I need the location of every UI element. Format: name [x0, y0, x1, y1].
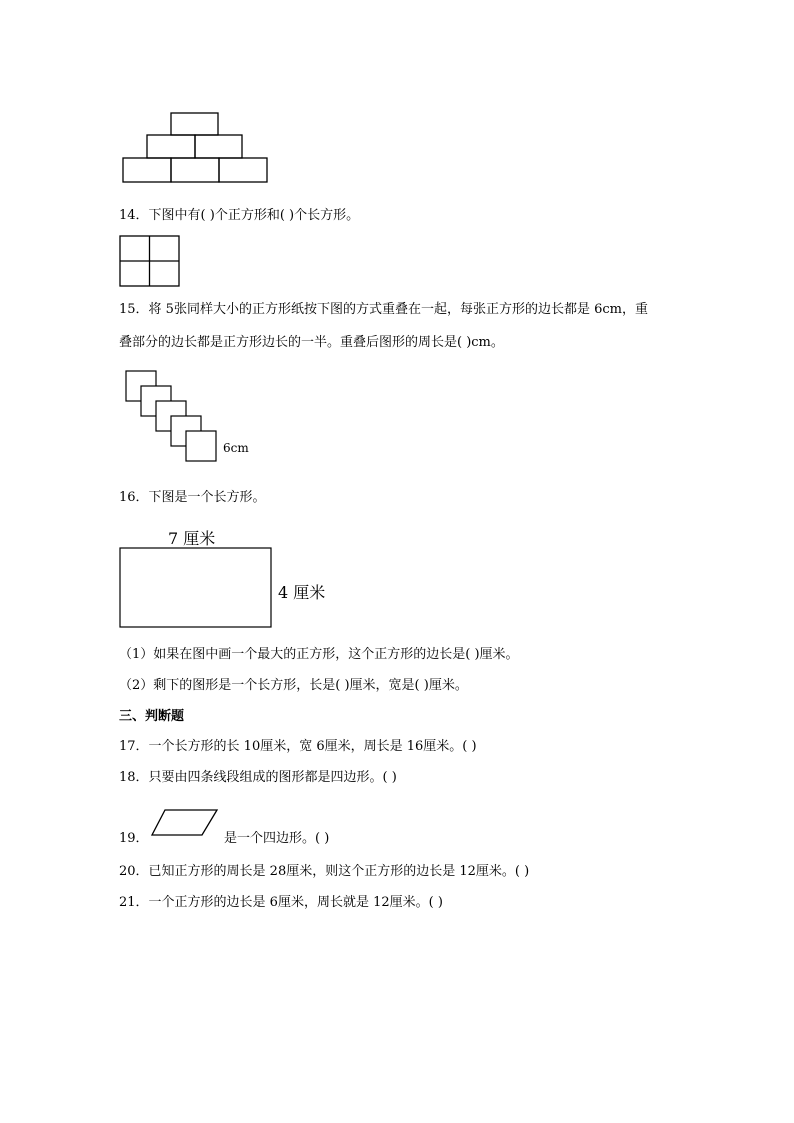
question-14: 14．下图中有( )个正方形和( )个长方形。: [119, 208, 360, 223]
parallelogram-figure: [150, 808, 220, 838]
rectangle-width-label: 4 厘米: [278, 583, 326, 602]
side-length-label: 6cm: [223, 441, 249, 455]
question-16-part-1: （1）如果在图中画一个最大的正方形，这个正方形的边长是( )厘米。: [119, 647, 519, 662]
question-19: 是一个四边形。( ): [224, 831, 330, 846]
rectangle-length-label: 7 厘米: [168, 529, 216, 548]
square-grid-figure: [119, 235, 181, 288]
rectangle-figure: [119, 547, 273, 629]
overlapping-squares-figure: [124, 369, 254, 469]
section-title-judgement: 三、判断题: [119, 709, 185, 724]
question-18: 18．只要由四条线段组成的图形都是四边形。( ): [119, 770, 397, 785]
question-16-part-2: （2）剩下的图形是一个长方形，长是( )厘米，宽是( )厘米。: [119, 678, 468, 693]
brick-pyramid-figure: [120, 110, 272, 188]
question-15-line1: 15．将 5张同样大小的正方形纸按下图的方式重叠在一起，每张正方形的边长都是 6cm，重: [119, 302, 648, 317]
question-20: 20．已知正方形的周长是 28厘米，则这个正方形的边长是 12厘米。( ): [119, 864, 530, 879]
question-19-number: 19．: [119, 831, 149, 846]
question-17: 17．一个长方形的长 10厘米，宽 6厘米，周长是 16厘米。( ): [119, 739, 477, 754]
question-15-line2: 叠部分的边长都是正方形边长的一半。重叠后图形的周长是( )cm。: [119, 335, 504, 350]
question-16: 16．下图是一个长方形。: [119, 490, 266, 505]
question-21: 21．一个正方形的边长是 6厘米，周长就是 12厘米。( ): [119, 895, 443, 910]
